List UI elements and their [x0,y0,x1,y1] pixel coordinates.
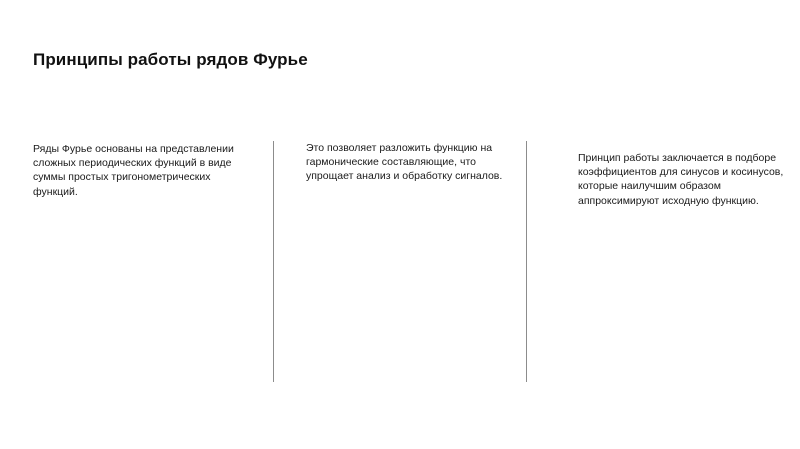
slide-title: Принципы работы рядов Фурье [33,50,308,69]
column-2-text: Это позволяет разложить функцию на гармонические составляющие, что упрощает анализ и обработку сигналов. [306,142,503,183]
column-3-text: Принцип работы заключается в подборе коэффициентов для синусов и косинусов, которые наилучшим образом аппроксимируют исходную функцию. [578,152,784,207]
column-divider-1 [273,141,274,382]
column-1-text: Ряды Фурье основаны на представлении сложных периодических функций в виде суммы простых тригонометрических функций. [33,143,234,198]
column-divider-2 [526,141,527,382]
